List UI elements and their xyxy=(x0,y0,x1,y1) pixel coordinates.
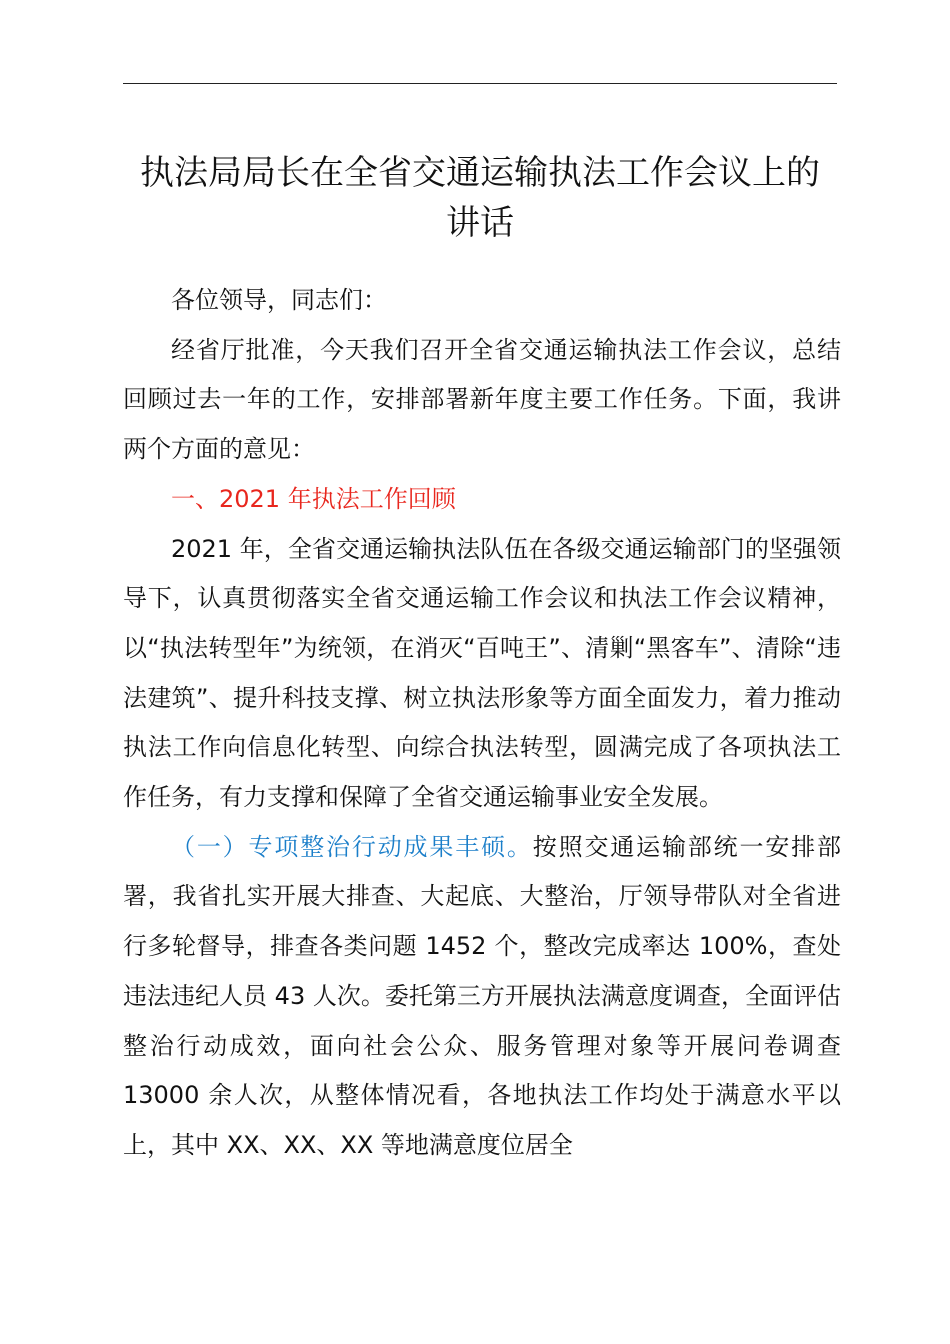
subsection-heading-1: （一）专项整治行动成果丰硕。 xyxy=(171,832,533,861)
title-line-1: 执法局局长在全省交通运输执法工作会议上的 xyxy=(140,153,820,193)
title-line-2: 讲话 xyxy=(446,203,514,243)
salutation: 各位领导，同志们： xyxy=(171,286,387,314)
document-body xyxy=(123,276,841,1171)
subsection-1-paragraph xyxy=(123,823,841,1171)
header-rule xyxy=(123,83,837,84)
subsection-1-text: 按照交通运输部统一安排部署，我省扎实开展大排查、大起底、大整治，厅领导带队对全省进行多轮督导，排查各类问题 1452 个，整改完成率达 100%，查处违法违纪人员 43 人次。委托第三方开展执法满意度调查，全面评估整治行动成效，面向社会公众、服务管理对象等开展问卷调查 13000 余人次，从整体情况看，各地执法工作均处于满意水平以上，其中 XX、XX、XX 等地满意度位居全 xyxy=(123,832,842,1159)
section-1-paragraph: 2021 年，全省交通运输执法队伍在各级交通运输部门的坚强领导下，认真贯彻落实全省交通运输工作会议和执法工作会议精神，以“执法转型年”为统领，在消灭“百吨王”、清剿“黑客车”、清除“违法建筑”、提升科技支撑、树立执法形象等方面全面发力，着力推动执法工作向信息化转型、向综合执法转型，圆满完成了各项执法工作任务，有力支撑和保障了全省交通运输事业安全发展。 xyxy=(123,534,841,812)
intro-paragraph: 经省厅批准，今天我们召开全省交通运输执法工作会议，总结回顾过去一年的工作，安排部署新年度主要工作任务。下面，我讲两个方面的意见： xyxy=(123,335,841,464)
document-title xyxy=(123,148,837,248)
section-heading-1: 一、2021 年执法工作回顾 xyxy=(171,484,456,513)
